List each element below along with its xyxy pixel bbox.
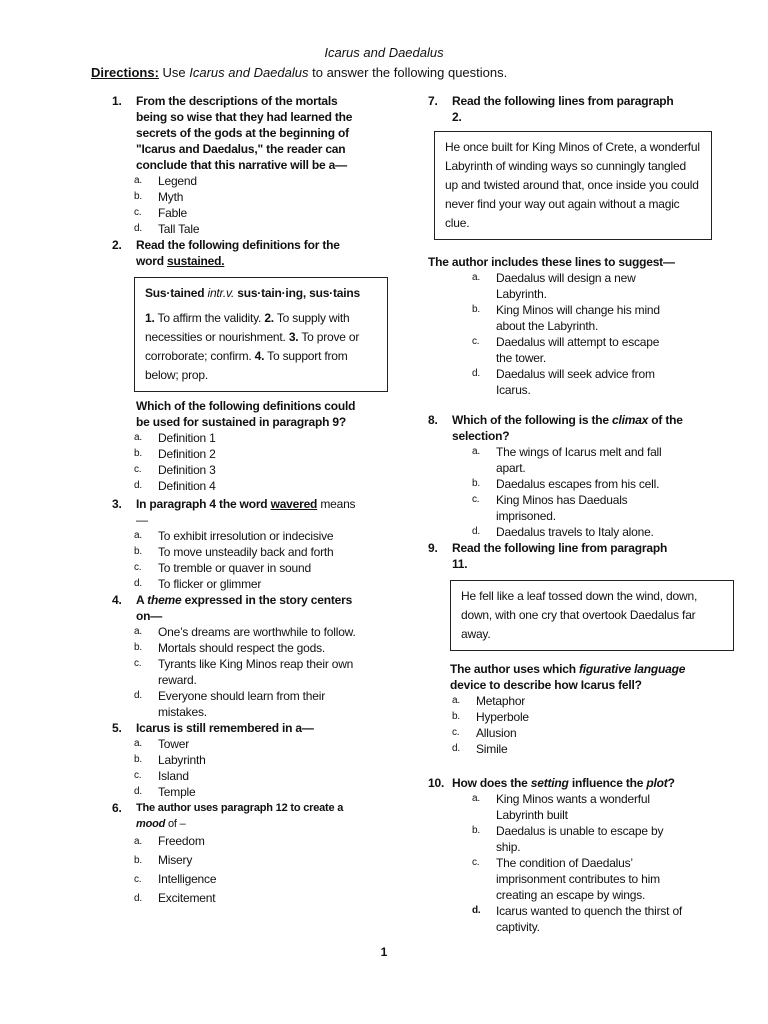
option-text: Daedalus will design a new Labyrinth.	[496, 271, 636, 301]
option[interactable]	[450, 524, 696, 540]
option-letter: a.	[134, 175, 142, 186]
option-text: Daedalus will attempt to escape the tower.	[496, 335, 660, 365]
option-letter: a.	[134, 836, 142, 847]
def-text: To prove or corroborate; confirm.	[145, 330, 360, 363]
option[interactable]	[450, 476, 676, 492]
question-text-post: of –	[165, 818, 186, 830]
question-text: Read the following line from paragraph 11.	[452, 541, 668, 571]
option[interactable]	[112, 462, 362, 478]
vocab-word: wavered	[270, 497, 318, 511]
option[interactable]	[112, 640, 362, 656]
option-text: Legend	[158, 174, 197, 188]
option-letter: d.	[472, 368, 480, 379]
question-text-pre: In paragraph 4 the word	[136, 497, 271, 511]
question-text-mid: influence the	[568, 776, 647, 790]
option-letter: b.	[134, 448, 142, 459]
option-text: Definition 1	[158, 431, 216, 445]
def-number: 1.	[145, 311, 155, 325]
question-text-post: means —	[136, 497, 356, 527]
quote-box: He fell like a leaf tossed down the wind, down, down, with one cry that overtook Daedalus far away.	[450, 580, 734, 651]
option[interactable]	[450, 444, 676, 476]
option-letter: d.	[134, 893, 142, 904]
key-term: mood	[136, 818, 166, 830]
question-number: 5.	[112, 721, 122, 735]
option-letter: a.	[134, 530, 142, 541]
options	[112, 528, 362, 592]
option-text: Hyperbole	[476, 710, 529, 724]
question-3	[112, 496, 362, 592]
option-letter: b.	[134, 754, 142, 765]
option-text: The condition of Daedalus’ imprisonment contributes to him creating an escape by wings.	[496, 856, 660, 902]
question-text-pre: Which of the following is the	[452, 413, 612, 427]
option[interactable]	[112, 851, 362, 870]
option-text: Icarus wanted to quench the thirst of captivity.	[496, 904, 683, 934]
options	[112, 624, 362, 720]
option[interactable]	[112, 656, 362, 688]
option-text: Freedom	[158, 834, 205, 848]
def-text: To supply with necessities or nourishment.	[145, 311, 350, 344]
part-of-speech: intr.v.	[207, 286, 235, 300]
option-letter: a.	[452, 695, 460, 706]
key-term: plot	[646, 776, 668, 790]
option-text: Simile	[476, 742, 508, 756]
option-letter: b.	[472, 478, 480, 489]
right-column	[428, 93, 728, 935]
option[interactable]	[112, 752, 362, 768]
question-text-post: ?	[667, 776, 675, 790]
option-letter: c.	[134, 207, 142, 218]
question-number: 2.	[112, 238, 122, 252]
inflections: sus·tain·ing, sus·tains	[234, 286, 360, 300]
option-letter: a.	[134, 432, 142, 443]
option-letter: d.	[134, 786, 142, 797]
question-text-post: of the selection?	[452, 413, 683, 443]
option-letter: d.	[472, 526, 480, 537]
option-text: Tower	[158, 737, 190, 751]
option-letter: c.	[134, 562, 142, 573]
option-letter: b.	[472, 304, 480, 315]
option-letter: c.	[452, 727, 460, 738]
option-text: One’s dreams are worthwhile to follow.	[158, 625, 356, 639]
option[interactable]	[450, 366, 676, 398]
option[interactable]	[450, 492, 676, 524]
question-text	[452, 775, 728, 791]
option[interactable]	[112, 189, 362, 205]
option[interactable]	[450, 823, 686, 855]
option-letter: a.	[134, 738, 142, 749]
question-followup	[450, 661, 690, 693]
key-term: climax	[612, 413, 649, 427]
option-text: Definition 3	[158, 463, 216, 477]
left-column	[112, 93, 362, 908]
option[interactable]	[450, 855, 686, 903]
option-text: Myth	[158, 190, 184, 204]
options	[450, 791, 728, 935]
option-letter: b.	[134, 191, 142, 202]
question-5	[112, 720, 362, 800]
directions-label: Directions:	[91, 65, 159, 80]
key-term: figurative language	[578, 662, 686, 676]
options	[112, 736, 362, 800]
option-letter: d.	[472, 905, 481, 916]
option-text: Intelligence	[158, 872, 217, 886]
option-text: King Minos wants a wonderful Labyrinth built	[496, 792, 650, 822]
option[interactable]	[430, 741, 728, 757]
question-2	[112, 237, 362, 494]
option[interactable]	[112, 430, 362, 446]
question-text: Read the following lines from paragraph 2.	[452, 94, 674, 124]
option-letter: d.	[134, 223, 142, 234]
option-text: Daedalus travels to Italy alone.	[496, 525, 654, 539]
option-letter: d.	[134, 480, 142, 491]
option-letter: a.	[472, 446, 480, 457]
option-text: Temple	[158, 785, 196, 799]
option[interactable]	[450, 302, 676, 334]
option[interactable]	[112, 768, 362, 784]
question-number: 7.	[428, 94, 438, 108]
question-1	[112, 93, 362, 237]
options	[450, 444, 728, 540]
def-text: To support from below; prop.	[145, 349, 348, 382]
option[interactable]	[450, 270, 676, 302]
page-number: 1	[380, 945, 388, 959]
def-number: 2.	[264, 311, 274, 325]
option-text: Daedalus will seek advice from Icarus.	[496, 367, 655, 397]
option[interactable]	[450, 334, 676, 366]
definition-box	[134, 277, 388, 392]
option-letter: d.	[452, 743, 460, 754]
option-text: Definition 4	[158, 479, 216, 493]
option-text: Fable	[158, 206, 188, 220]
option[interactable]	[112, 173, 362, 189]
option[interactable]	[112, 478, 362, 494]
option-text: King Minos has Daeduals imprisoned.	[496, 493, 628, 523]
option[interactable]	[112, 832, 362, 851]
option-text: Tyrants like King Minos reap their own reward.	[158, 657, 354, 687]
option-text: Labyrinth	[158, 753, 206, 767]
question-4	[112, 592, 362, 720]
option-letter: c.	[134, 874, 142, 885]
option[interactable]	[112, 784, 362, 800]
question-number: 10.	[428, 776, 445, 790]
option-text: Metaphor	[476, 694, 526, 708]
option-text: Daedalus is unable to escape by ship.	[496, 824, 664, 854]
option-letter: b.	[452, 711, 460, 722]
question-text	[136, 800, 362, 832]
followup-post: device to describe how Icarus fell?	[450, 678, 642, 692]
directions-post: to answer the following questions.	[308, 65, 508, 80]
option-letter: c.	[134, 464, 142, 475]
option-letter: b.	[134, 855, 142, 866]
option[interactable]	[112, 446, 362, 462]
question-text-pre: The author uses paragraph 12 to create a	[136, 802, 344, 814]
option-letter: d.	[134, 690, 142, 701]
vocab-word: sustained.	[167, 254, 225, 268]
question-6	[112, 800, 362, 908]
option-text: To tremble or quaver in sound	[158, 561, 311, 575]
definition-header	[145, 284, 377, 303]
quote-box: He once built for King Minos of Crete, a wonderful Labyrinth of winding ways so cunningly tangled up and twisted around that, once inside you could never find your way out again without a magic clue.	[434, 131, 712, 240]
option-letter: b.	[134, 546, 142, 557]
option-text: The wings of Icarus melt and fall apart.	[496, 445, 662, 475]
question-8	[428, 412, 728, 540]
option-text: Allusion	[476, 726, 517, 740]
option-letter: b.	[472, 825, 480, 836]
option-text: To move unsteadily back and forth	[158, 545, 334, 559]
question-text-pre: A	[136, 593, 148, 607]
question-number: 8.	[428, 413, 438, 427]
question-followup: Which of the following definitions could be used for sustained in paragraph 9?	[136, 399, 356, 429]
question-text-pre: How does the	[452, 776, 531, 790]
option-letter: c.	[134, 658, 142, 669]
directions-pre: Use	[158, 65, 190, 80]
option[interactable]	[450, 903, 692, 935]
option-letter: a.	[134, 626, 142, 637]
question-10	[428, 775, 728, 935]
options	[112, 430, 362, 494]
options	[430, 693, 728, 757]
question-number: 4.	[112, 593, 122, 607]
option-text: King Minos will change his mind about the Labyrinth.	[496, 303, 660, 333]
page-title: Icarus and Daedalus	[324, 45, 444, 60]
option[interactable]	[112, 624, 362, 640]
options	[112, 173, 362, 237]
option-letter: c.	[472, 494, 480, 505]
option-text: Mortals should respect the gods.	[158, 641, 326, 655]
option-letter: c.	[472, 857, 480, 868]
option[interactable]	[112, 221, 362, 237]
option-text: Everyone should learn from their mistakes.	[158, 689, 326, 719]
question-text	[136, 237, 362, 269]
key-term: theme	[147, 593, 182, 607]
question-text	[136, 592, 362, 624]
options	[450, 270, 728, 398]
option-letter: b.	[134, 642, 142, 653]
option[interactable]	[430, 709, 728, 725]
question-text: Icarus is still remembered in a—	[136, 721, 314, 735]
option-text: To exhibit irresolution or indecisive	[158, 529, 334, 543]
key-term: setting	[530, 776, 569, 790]
question-9	[428, 540, 728, 757]
question-text	[136, 496, 362, 528]
option[interactable]	[112, 889, 362, 908]
directions	[91, 65, 507, 80]
question-number: 3.	[112, 497, 122, 511]
options	[112, 832, 362, 908]
question-text-pre: Read the following definitions for the word	[136, 238, 340, 268]
question-followup: The author includes these lines to suggest—	[428, 255, 675, 269]
question-text-post: expressed in the story centers on—	[136, 593, 353, 623]
option-letter: a.	[472, 793, 480, 804]
option[interactable]	[112, 205, 362, 221]
option[interactable]	[430, 693, 728, 709]
directions-work: Icarus and Daedalus	[189, 65, 309, 80]
option-text: Daedalus escapes from his cell.	[496, 477, 660, 491]
option[interactable]	[112, 560, 362, 576]
question-number: 6.	[112, 801, 122, 815]
question-text: From the descriptions of the mortals being so wise that they had learned the secrets of the gods at the beginning of "Icarus and Daedalus," the reader can conclude that this narrative will be a—	[136, 94, 353, 172]
option[interactable]	[112, 736, 362, 752]
option-text: Excitement	[158, 891, 216, 905]
option[interactable]	[112, 576, 362, 592]
option-text: Island	[158, 769, 189, 783]
followup-pre: The author uses which	[450, 662, 579, 676]
def-number: 3.	[288, 330, 299, 344]
option[interactable]	[450, 791, 686, 823]
option[interactable]	[112, 528, 362, 544]
entry-word: Sus·tained	[145, 286, 208, 300]
option[interactable]	[112, 688, 362, 720]
option[interactable]	[112, 870, 362, 889]
def-text: To affirm the validity.	[154, 311, 265, 325]
question-text	[452, 412, 692, 444]
option-text: Tall Tale	[158, 222, 200, 236]
question-number: 1.	[112, 94, 122, 108]
option-letter: c.	[472, 336, 480, 347]
definition-body	[145, 309, 377, 385]
option-text: To flicker or glimmer	[158, 577, 262, 591]
option-letter: c.	[134, 770, 142, 781]
question-number: 9.	[428, 541, 438, 555]
question-7	[428, 93, 728, 398]
def-number: 4.	[254, 349, 265, 363]
option-text: Misery	[158, 853, 193, 867]
option-letter: d.	[134, 578, 142, 589]
option-text: Definition 2	[158, 447, 216, 461]
option-letter: a.	[472, 272, 480, 283]
option[interactable]	[430, 725, 728, 741]
option[interactable]	[112, 544, 362, 560]
